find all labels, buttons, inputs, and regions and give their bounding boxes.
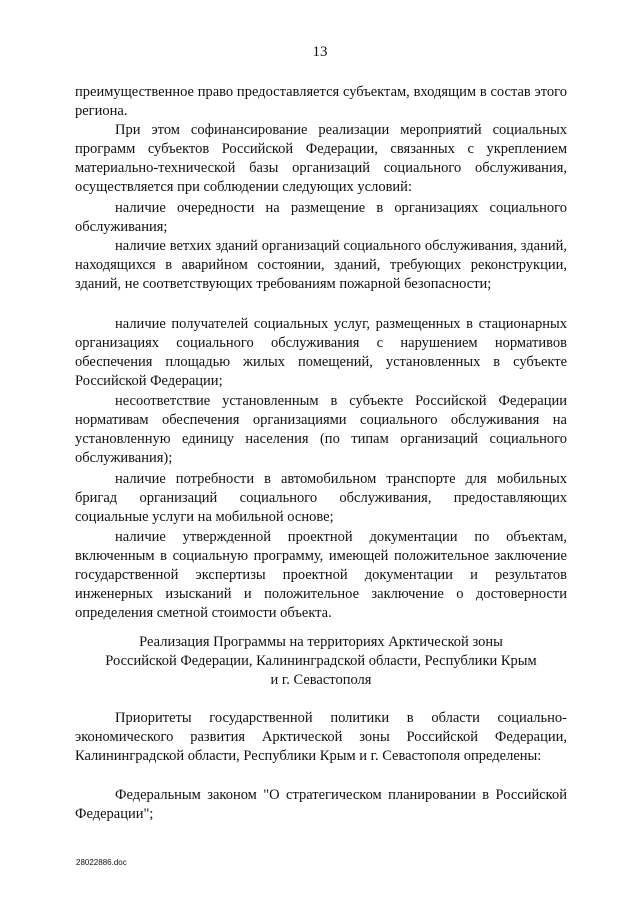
section-heading: Реализация Программы на территориях Арктической зоны Российской Федерации, Калининградской области, Республики Крым и г. Севастополя: [105, 634, 537, 688]
paragraph-condition-recipients: наличие получателей социальных услуг, размещенных в стационарных организациях социального обслуживания с нарушением нормативов обеспечения площадью жилых помещений, установленных в субъекте Российской Федерации;: [75, 316, 567, 389]
paragraph-cofinancing: При этом софинансирование реализации мероприятий социальных программ субъектов Российской Федерации, связанных с укреплением материально-технической базы организаций социального обслуживания, осуществляется при соблюдении следующих условий:: [75, 122, 567, 195]
document-filename: 28022886.doc: [76, 858, 127, 867]
paragraph-condition-queue: наличие очередности на размещение в организациях социального обслуживания;: [75, 200, 567, 235]
paragraph-federal-law: Федеральным законом "О стратегическом планировании в Российской Федерации";: [75, 787, 567, 822]
paragraph-condition-norms: несоответствие установленным в субъекте Российской Федерации нормативам обеспечения организациями социального обслуживания на установленную единицу населения (по типам организаций социального обслуживания);: [75, 393, 567, 466]
page-number: 13: [312, 44, 328, 60]
paragraph-condition-documentation: наличие утвержденной проектной документации по объектам, включенным в социальную программу, имеющей положительное заключение государственной экспертизы проектной документации и результатов инженерных изысканий и положительное заключение о достоверности определения сметной стоимости объекта.: [75, 529, 567, 621]
paragraph-priorities: Приоритеты государственной политики в области социально-экономического развития Арктической зоны Российской Федерации, Калининградской области, Республики Крым и г. Севастополя определены:: [75, 710, 567, 764]
paragraph-condition-transport: наличие потребности в автомобильном транспорте для мобильных бригад организаций социального обслуживания, предоставляющих социальные услуги на мобильной основе;: [75, 471, 567, 525]
paragraph-continuation: преимущественное право предоставляется субъектам, входящим в состав этого региона.: [75, 84, 567, 119]
paragraph-condition-buildings: наличие ветхих зданий организаций социального обслуживания, зданий, находящихся в аварийном состоянии, зданий, требующих реконструкции, зданий, не соответствующих требованиям пожарной безопасности;: [75, 238, 567, 292]
